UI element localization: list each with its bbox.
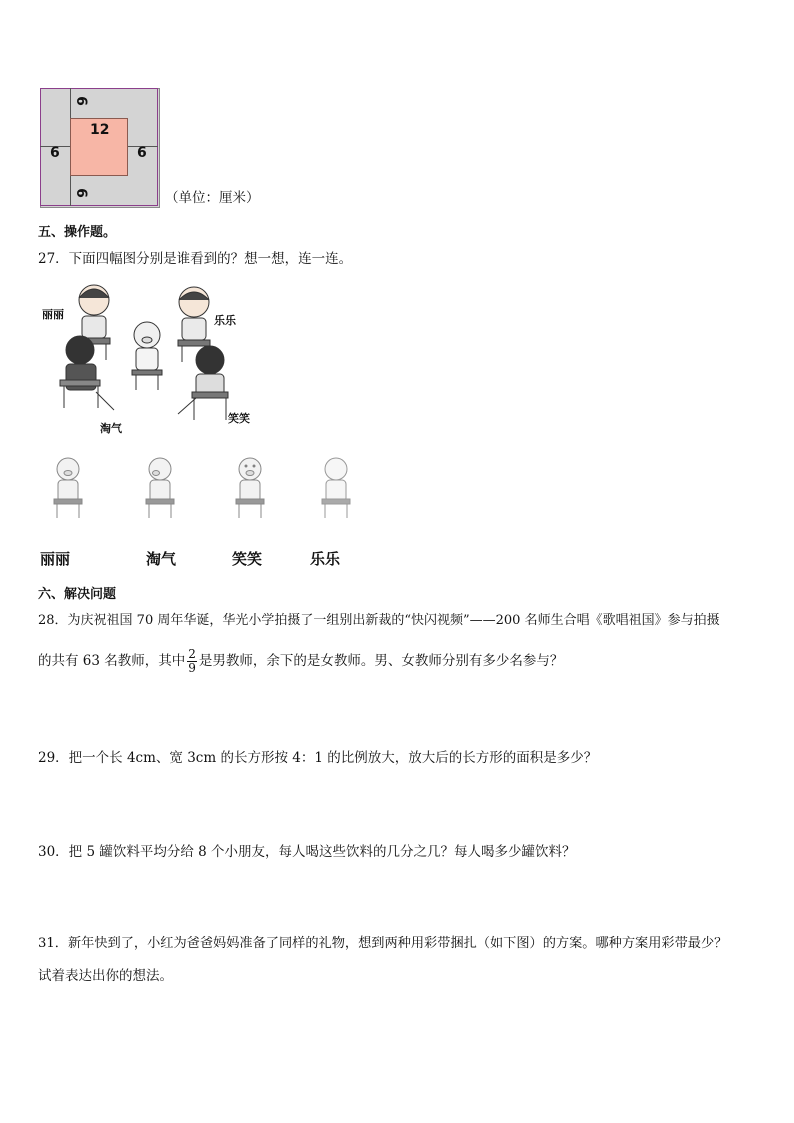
option-label-1: 丽丽 <box>40 550 71 568</box>
question-28-post: 是男教师，余下的是女教师。男、女教师分别有多少名参与？ <box>198 653 564 669</box>
left-dimension-label: 6 <box>50 145 60 161</box>
fraction-denominator: 9 <box>188 661 196 675</box>
unit-note: （单位：厘米） <box>165 190 260 206</box>
section-5-title: 五、操作题。 <box>38 225 117 240</box>
pig-view-3 <box>230 455 270 521</box>
scene-label-lele: 乐乐 <box>214 314 236 327</box>
pig-view-4 <box>316 455 356 521</box>
pig-views-row <box>48 455 368 525</box>
section-6-title: 六、解决问题 <box>38 587 117 602</box>
right-dimension-label: 6 <box>137 145 147 161</box>
question-30: 30．把 5 罐饮料平均分给 8 个小朋友，每人喝这些饮料的几分之几？每人喝多少罐饮料？ <box>38 844 576 860</box>
option-label-4: 乐乐 <box>310 550 341 568</box>
question-28-line-2 <box>38 648 563 675</box>
question-28-line-1: 28．为庆祝祖国 70 周年华诞，华光小学拍摄了一组别出新裁的“快闪视频”——200 名师生合唱《歌唱祖国》参与拍摄 <box>38 613 720 628</box>
option-label-3: 笑笑 <box>232 550 263 568</box>
question-28-pre: 的共有 63 名教师，其中 <box>38 653 186 669</box>
option-label-2: 淘气 <box>146 550 177 568</box>
scene-label-lili: 丽丽 <box>42 308 64 321</box>
scene-label-xiaoxiao: 笑笑 <box>228 412 250 425</box>
fraction-two-ninths <box>187 648 197 675</box>
scene-label-taoqi: 淘气 <box>100 422 122 435</box>
pig-view-1 <box>48 455 88 521</box>
dim-line-bottom <box>70 176 71 206</box>
question-31-line-1: 31．新年快到了，小红为爸爸妈妈准备了同样的礼物，想到两种用彩带捆扎（如下图）的方案。哪种方案用彩带最少？ <box>38 936 728 951</box>
question-27: 27．下面四幅图分别是谁看到的？想一想，连一连。 <box>38 251 353 267</box>
top-dimension-label: 6 <box>72 96 89 106</box>
square-figure <box>40 88 160 208</box>
children-scene-illustration <box>42 280 262 440</box>
question-29: 29．把一个长 4cm、宽 3cm 的长方形按 4：1 的比例放大，放大后的长方形的面积是多少？ <box>38 750 598 766</box>
center-dimension-label: 12 <box>90 122 110 138</box>
question-31-line-2: 试着表达出你的想法。 <box>38 968 173 984</box>
dim-line-top <box>70 88 71 118</box>
bottom-dimension-label: 6 <box>72 188 89 198</box>
pig-view-2 <box>140 455 180 521</box>
fraction-numerator: 2 <box>188 647 196 661</box>
